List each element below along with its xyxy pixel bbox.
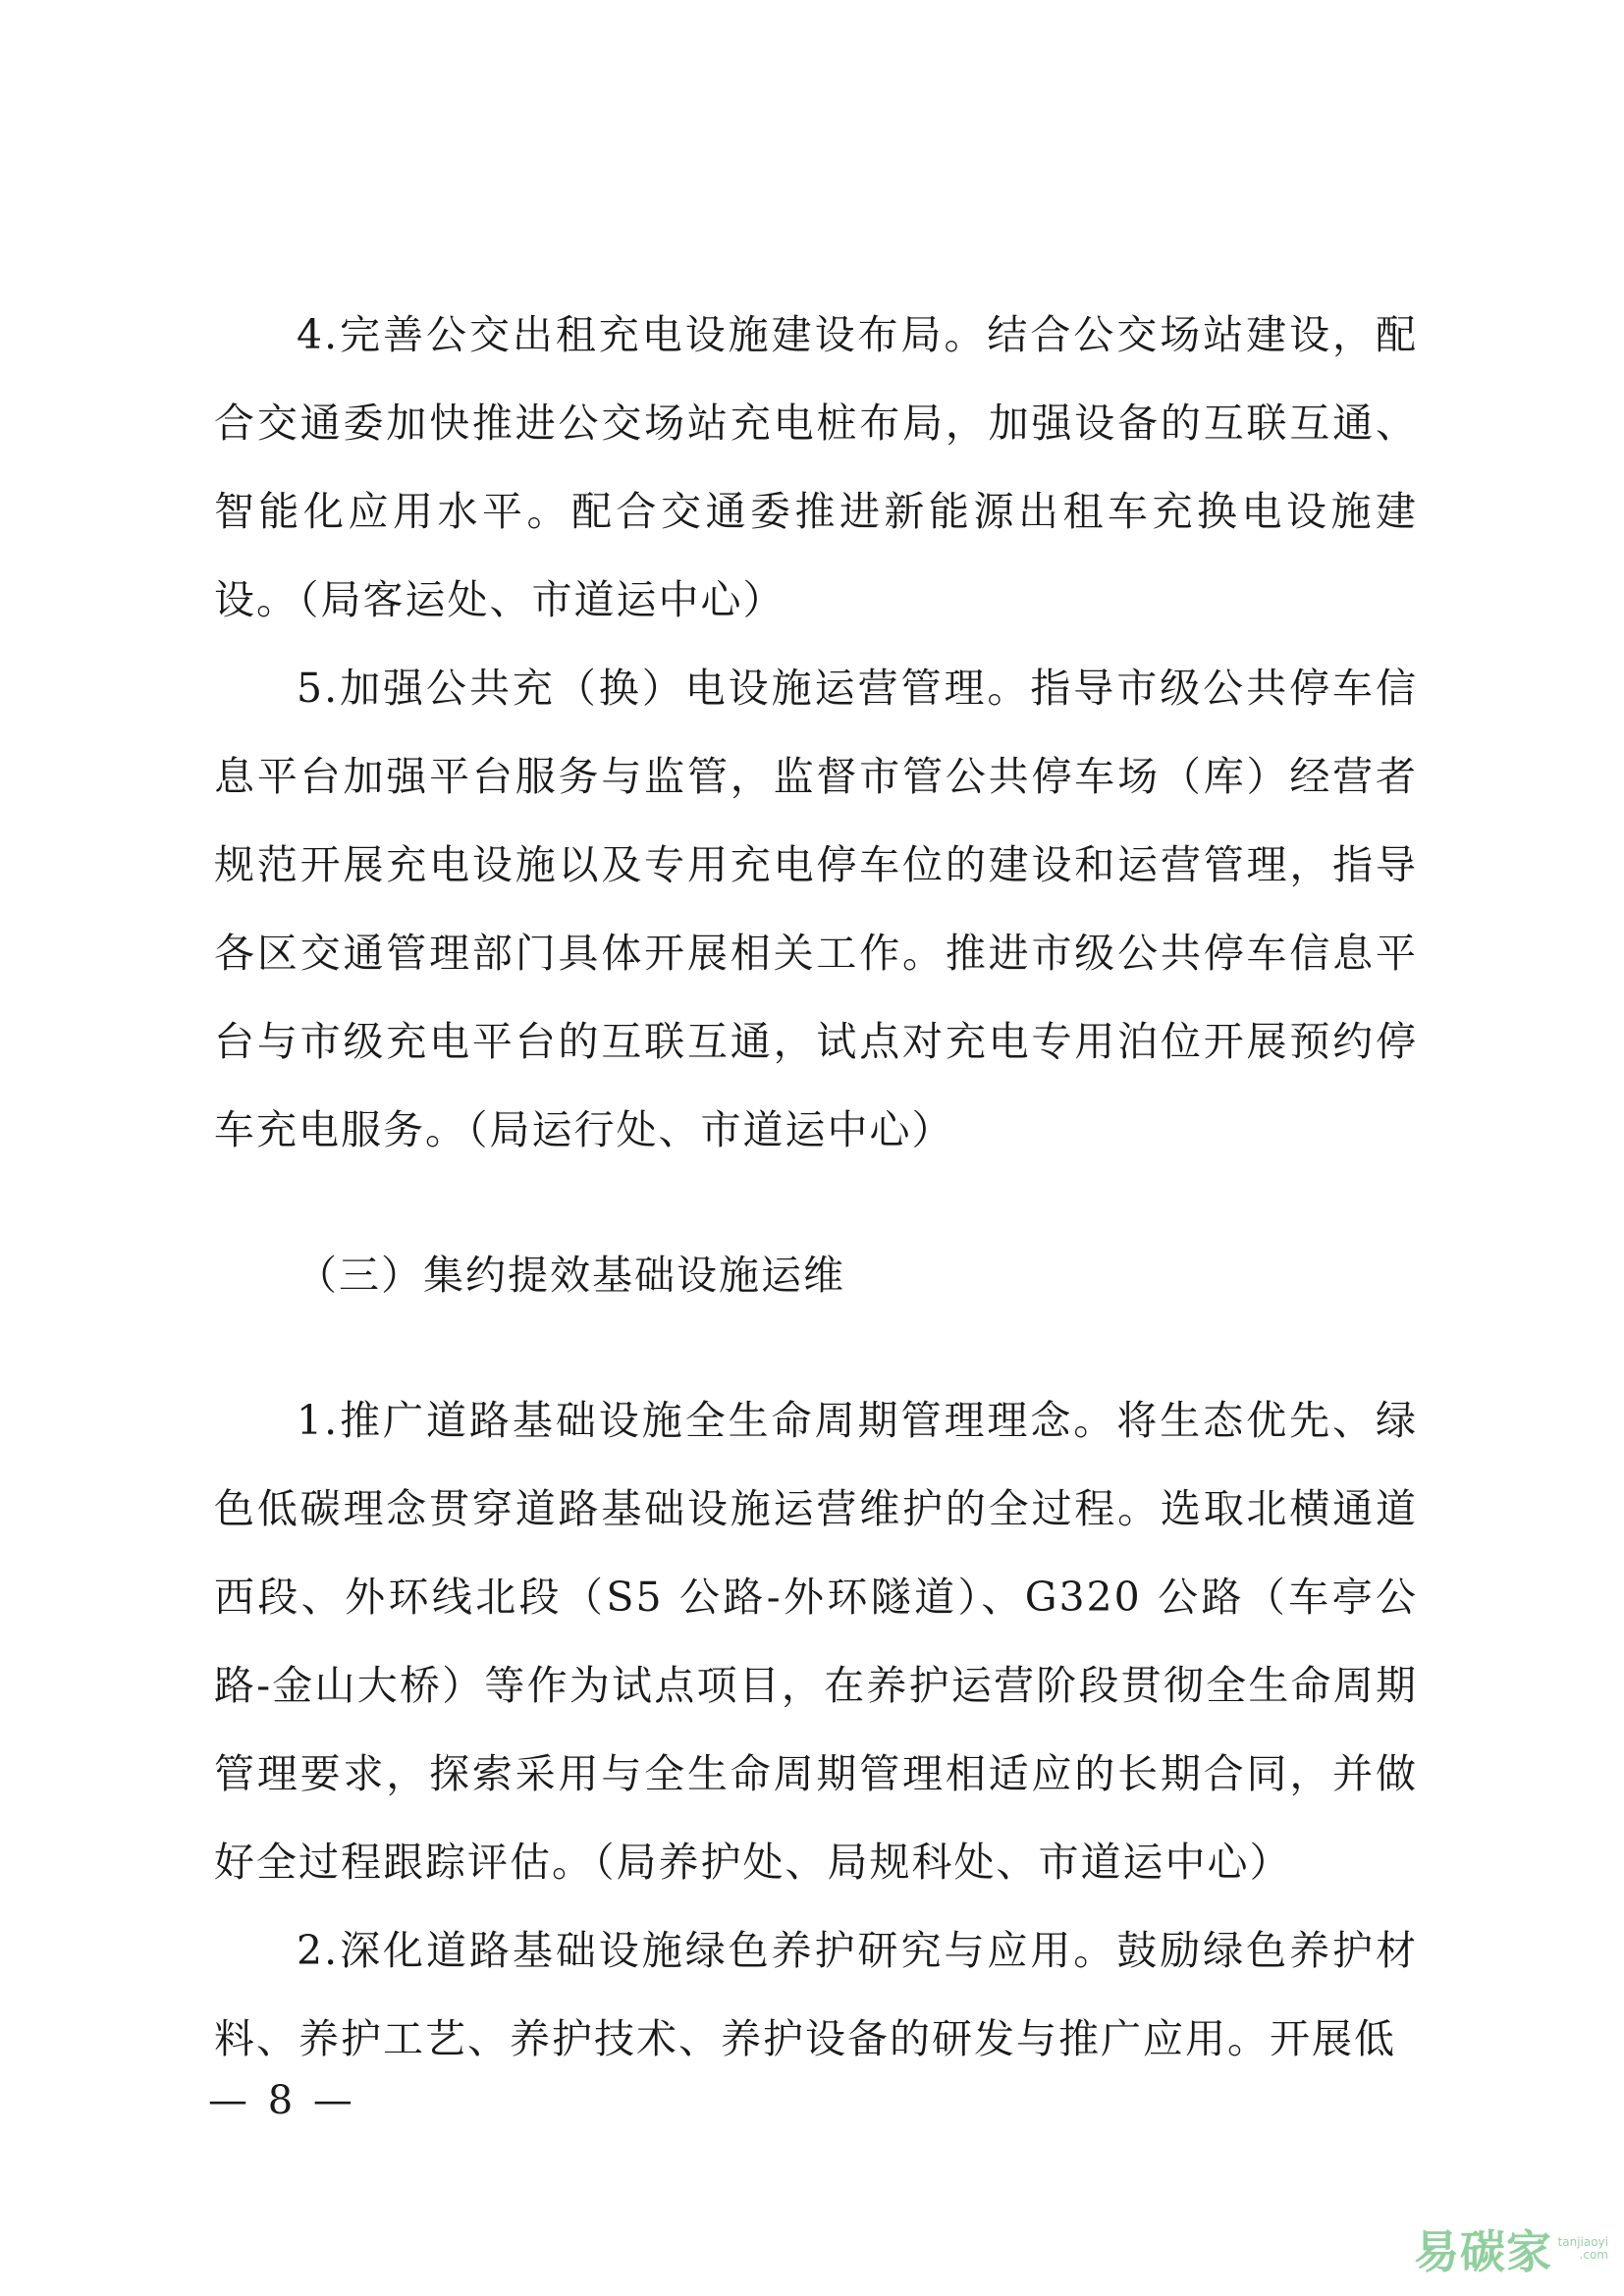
paragraph-charging-operations: 5.加强公共充（换）电设施运营管理。指导市级公共停车信息平台加强平台服务与监管，监督市管公共停车场（库）经营者规范开展充电设施以及专用充电停车位的建设和运营管理，指导各区交通管理部门具体开展相关工作。推进市级公共停车信息平台与市级充电平台的互联互通，试点对充电专用泊位开展预约停车充电服务。（局运行处、市道运中心） bbox=[214, 665, 1418, 1153]
watermark-domain-line2: .com bbox=[1579, 2248, 1608, 2262]
section-heading: （三）集约提效基础设施运维 bbox=[297, 1252, 845, 1299]
document-body bbox=[214, 291, 1418, 2083]
paragraph-green-maintenance: 2.深化道路基础设施绿色养护研究与应用。鼓励绿色养护材料、养护工艺、养护技术、养护设备的研发与推广应用。开展低 bbox=[214, 1927, 1418, 2062]
paragraph-charging-layout: 4.完善公交出租充电设施建设布局。结合公交场站建设，配合交通委加快推进公交场站充电桩布局，加强设备的互联互通、智能化应用水平。配合交通委推进新能源出租车充换电设施建设。（局客运处、市道运中心） bbox=[214, 311, 1418, 623]
watermark-domain-line1: tanjiaoyi bbox=[1557, 2235, 1608, 2249]
watermark-domain bbox=[1558, 2236, 1608, 2262]
watermark-text: 易碳家 bbox=[1414, 2225, 1552, 2278]
watermark-logo bbox=[1414, 2220, 1610, 2279]
paragraph-lifecycle-management: 1.推广道路基础设施全生命周期管理理念。将生态优先、绿色低碳理念贯穿道路基础设施运营维护的全过程。选取北横通道西段、外环线北段（S5 公路-外环隧道）、G320 公路（车亭公路-金山大桥）等作为试点项目，在养护运营阶段贯彻全生命周期管理要求，探索采用与全生命周期管理相适应的长期合同，并做好全过程跟踪评估。（局养护处、局规科处、市道运中心） bbox=[214, 1397, 1418, 1886]
page-number: — 8 — bbox=[208, 2078, 356, 2123]
